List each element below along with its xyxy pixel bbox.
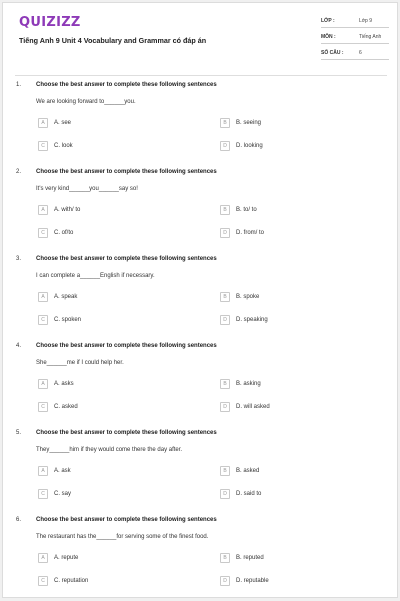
meta-value: 6	[359, 50, 362, 56]
option-text: D. reputable	[236, 578, 269, 584]
option-letter-box: B	[220, 292, 230, 302]
option-text: D. from/ to	[236, 230, 265, 236]
option-text: B. to/ to	[236, 207, 257, 213]
option-letter-box: A	[38, 553, 48, 563]
option-text: A. repute	[54, 555, 79, 561]
question-instruction: Choose the best answer to complete these following sentences	[36, 256, 217, 262]
question-text: It's very kind______you______say so!	[36, 186, 138, 192]
option-text: B. seeing	[236, 120, 262, 126]
option-text: C. of/to	[54, 230, 74, 236]
question-text: They______him if they would come there the day after.	[36, 447, 183, 453]
option-text: A. speak	[54, 294, 78, 300]
option-text: A. asks	[54, 381, 74, 387]
option-text: D. looking	[236, 143, 263, 149]
header-divider	[15, 75, 387, 76]
question-number: 3.	[16, 256, 22, 262]
option-text: C. reputation	[54, 578, 89, 584]
question-4	[3, 343, 399, 427]
question-number: 2.	[16, 169, 22, 175]
question-text: I can complete a______English if necessary.	[36, 273, 155, 279]
option-letter-box: B	[220, 379, 230, 389]
question-6	[3, 517, 399, 601]
question-number: 1.	[16, 82, 22, 88]
option-text: A. ask	[54, 468, 71, 474]
question-number: 5.	[16, 430, 22, 436]
question-instruction: Choose the best answer to complete these following sentences	[36, 430, 217, 436]
option-letter-box: D	[220, 489, 230, 499]
option-letter-box: A	[38, 118, 48, 128]
meta-label: LỚP :	[321, 18, 335, 24]
option-text: C. say	[54, 491, 72, 497]
worksheet-title: Tiếng Anh 9 Unit 4 Vocabulary and Grammar có đáp án	[19, 36, 207, 45]
option-text: B. asked	[236, 468, 260, 474]
meta-label: SỐ CÂU :	[321, 50, 344, 56]
option-letter-box: C	[38, 402, 48, 412]
option-letter-box: C	[38, 228, 48, 238]
option-text: A. see	[54, 120, 72, 126]
option-text: B. asking	[236, 381, 261, 387]
option-text: C. spoken	[54, 317, 82, 323]
question-5	[3, 430, 399, 514]
option-letter-box: C	[38, 141, 48, 151]
question-instruction: Choose the best answer to complete these following sentences	[36, 343, 217, 349]
question-number: 4.	[16, 343, 22, 349]
question-instruction: Choose the best answer to complete these following sentences	[36, 82, 217, 88]
option-letter-box: D	[220, 402, 230, 412]
question-text: The restaurant has the______for serving some of the finest food.	[36, 534, 209, 540]
option-text: B. spoke	[236, 294, 260, 300]
option-letter-box: A	[38, 379, 48, 389]
meta-row-question-count	[321, 45, 389, 60]
option-letter-box: B	[220, 466, 230, 476]
question-instruction: Choose the best answer to complete these following sentences	[36, 169, 217, 175]
question-number: 6.	[16, 517, 22, 523]
meta-row-subject	[321, 29, 389, 44]
option-letter-box: A	[38, 205, 48, 215]
option-letter-box: B	[220, 205, 230, 215]
question-2	[3, 169, 399, 253]
worksheet-page	[2, 2, 398, 598]
meta-row-class	[321, 13, 389, 28]
question-3	[3, 256, 399, 340]
option-text: A. with/ to	[54, 207, 81, 213]
option-letter-box: C	[38, 315, 48, 325]
question-1	[3, 82, 399, 166]
option-text: D. speaking	[236, 317, 268, 323]
meta-value: Lớp 9	[359, 18, 373, 24]
option-text: B. reputed	[236, 555, 264, 561]
option-letter-box: D	[220, 576, 230, 586]
option-letter-box: D	[220, 228, 230, 238]
option-text: C. asked	[54, 404, 78, 410]
question-instruction: Choose the best answer to complete these following sentences	[36, 517, 217, 523]
option-letter-box: B	[220, 553, 230, 563]
option-text: D. said to	[236, 491, 262, 497]
option-letter-box: C	[38, 576, 48, 586]
question-text: We are looking forward to______you.	[36, 99, 136, 105]
option-text: D. will asked	[236, 404, 270, 410]
option-letter-box: D	[220, 141, 230, 151]
option-letter-box: D	[220, 315, 230, 325]
quizizz-logo: QUIZIZZ	[19, 15, 81, 30]
option-text: C. look	[54, 143, 73, 149]
meta-value: Tiếng Anh	[359, 34, 382, 40]
question-text: She______me if I could help her.	[36, 360, 124, 366]
option-letter-box: B	[220, 118, 230, 128]
option-letter-box: C	[38, 489, 48, 499]
option-letter-box: A	[38, 466, 48, 476]
option-letter-box: A	[38, 292, 48, 302]
meta-label: MÔN :	[321, 34, 336, 40]
